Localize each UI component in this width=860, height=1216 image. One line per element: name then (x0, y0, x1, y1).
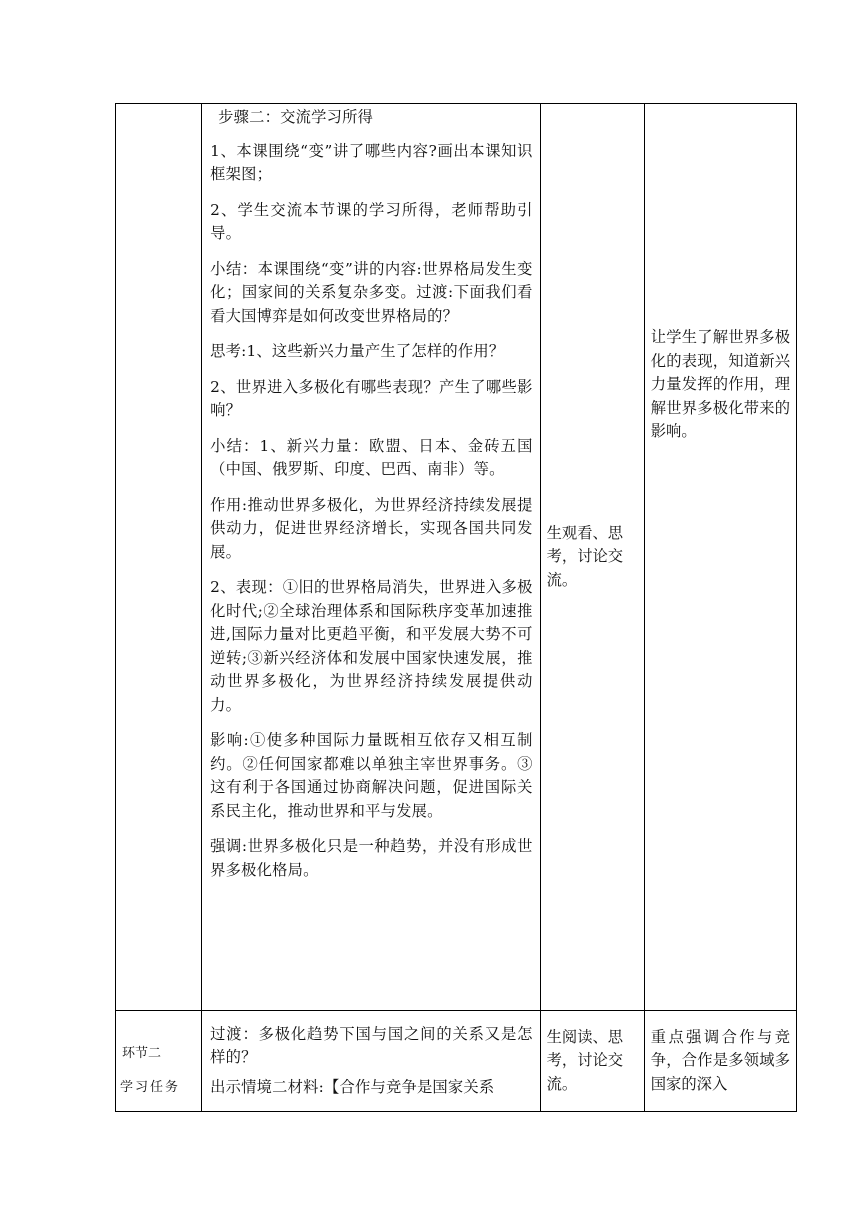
design-intent-text: 重点强调合作与竞争，合作是多领域多国家的深入 (650, 1027, 790, 1093)
student-activity-text: 生观看、思考，讨论交流。 (546, 523, 624, 589)
teaching-content-cell (202, 1011, 540, 1112)
stage-label-line1: 环节二 (122, 1046, 162, 1061)
step-heading: 步骤二：交流学习所得 (218, 108, 374, 126)
stage-cell (116, 1011, 202, 1112)
content-paragraph: 过渡：多极化趋势下国与国之间的关系又是怎样的？ (210, 1024, 533, 1067)
content-paragraph: 强调:世界多极化只是一种趋势，并没有形成世界多极化格局。 (210, 837, 533, 879)
student-activity-text: 生阅读、思考，讨论交流。 (546, 1027, 624, 1093)
content-paragraph: 2、学生交流本节课的学习所得，老师帮助引导。 (210, 200, 533, 242)
content-paragraph: 小结：1、新兴力量：欧盟、日本、金砖五国（中国、俄罗斯、印度、巴西、南非）等。 (210, 436, 533, 478)
content-paragraph: 影响:①使多种国际力量既相互依存又相互制约。②任何国家都难以单独主宰世界事务。③这有利于各国通过协商解决问题，促进国际关系民主化，推动世界和平与发展。 (210, 731, 533, 820)
content-paragraph: 作用:推动世界多极化，为世界经济持续发展提供动力，促进世界经济增长，实现各国共同发展。 (210, 495, 533, 561)
table-row (116, 104, 797, 1011)
stage-label-line2: 学习任务 (120, 1080, 181, 1095)
design-intent-cell (644, 104, 796, 1011)
content-paragraph: 小结：本课围绕“变”讲的内容:世界格局发生变化；国家间的关系复杂多变。过渡:下面我们看看大国博弈是如何改变世界格局的？ (210, 259, 533, 325)
design-intent-text: 让学生了解世界多极化的表现，知道新兴力量发挥的作用，理解世界多极化带来的影响。 (650, 328, 790, 440)
student-activity-cell (540, 1011, 644, 1112)
content-paragraph: 出示情境二材料:【合作与竞争是国家关系 (210, 1077, 495, 1096)
content-paragraph: 思考:1、这些新兴力量产生了怎样的作用？ (210, 342, 505, 360)
teaching-content-cell (202, 104, 540, 1011)
design-intent-cell (644, 1011, 796, 1112)
content-paragraph: 2、表现：①旧的世界格局消失，世界进入多极化时代;②全球治理体系和国际秩序变革加速推进,国际力量对比更趋平衡，和平发展大势不可逆转;③新兴经济体和发展中国家快速发展，推动世界多极化，为世界经济持续发展提供动力。 (210, 578, 533, 714)
student-activity-cell (540, 104, 644, 1011)
content-paragraph: 1、本课围绕“变”讲了哪些内容?画出本课知识框架图； (210, 141, 533, 183)
lesson-plan-table (115, 103, 797, 1112)
content-paragraph: 2、世界进入多极化有哪些表现？产生了哪些影响？ (210, 377, 533, 419)
table-row (116, 1011, 797, 1112)
stage-cell (116, 104, 202, 1011)
